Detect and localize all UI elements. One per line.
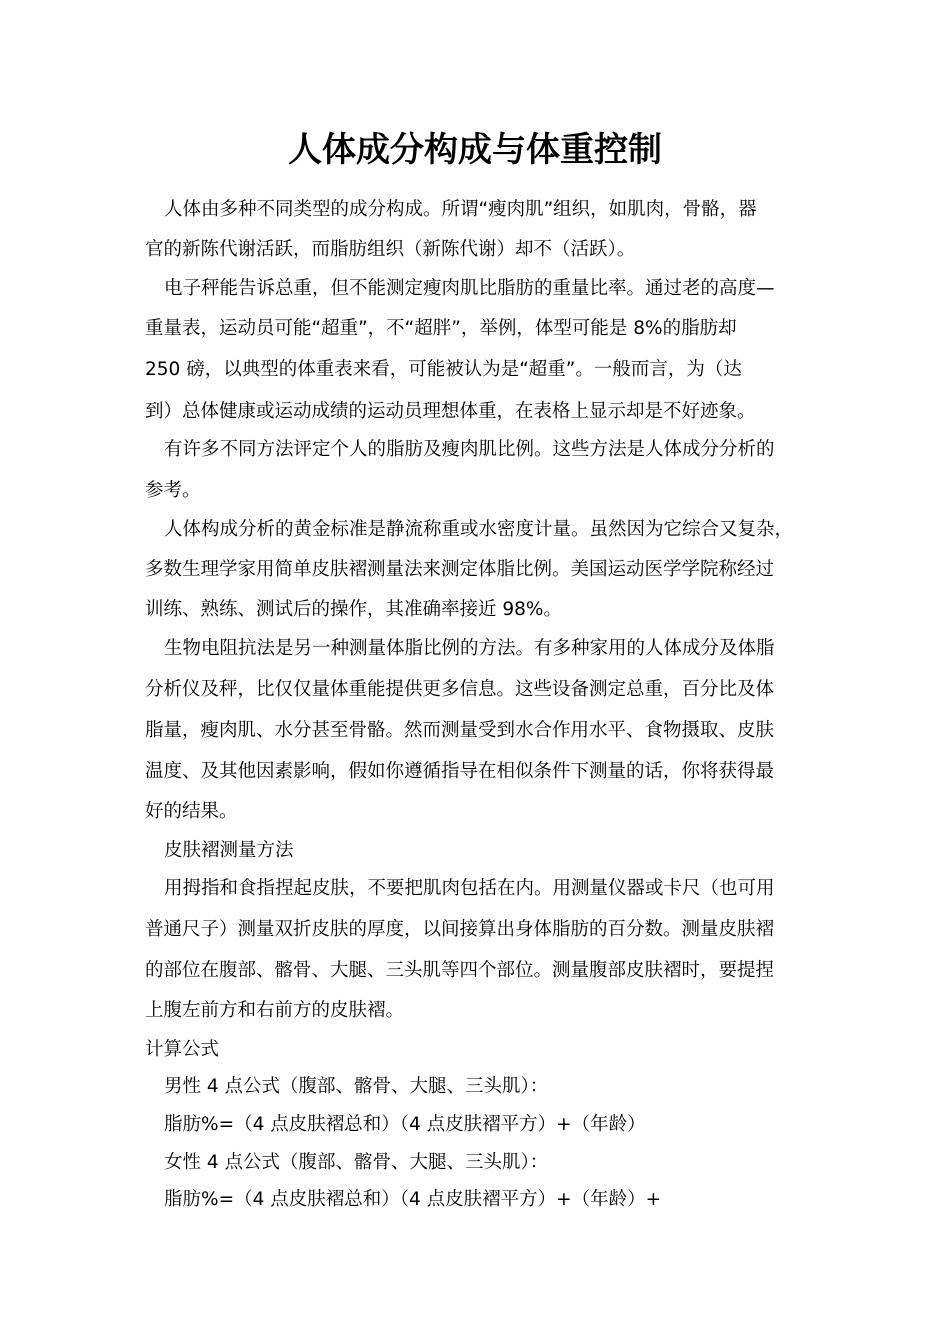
text-line: 多数生理学家用简单皮肤褶测量法来测定体脂比例。美国运动医学学院称经过 <box>145 559 775 580</box>
text-line: 普通尺子）测量双折皮肤的厚度，以间接算出身体脂肪的百分数。测量皮肤褶 <box>145 919 775 940</box>
text-line: 有许多不同方法评定个人的脂肪及瘦肉肌比例。这些方法是人体成分分析的 <box>164 439 775 460</box>
text-line: 官的新陈代谢活跃，而脂肪组织（新陈代谢）却不（活跃）。 <box>145 239 636 260</box>
text-line: 到）总体健康或运动成绩的运动员理想体重，在表格上显示却是不好迹象。 <box>145 401 756 422</box>
formula-line: 女性 4 点公式（腹部、髂骨、大腿、三头肌）： <box>164 1152 549 1173</box>
formula-line: 脂肪%=（4 点皮肤褶总和）（4 点皮肤褶平方）+（年龄） <box>164 1114 646 1135</box>
text-line: 电子秤能告诉总重，但不能测定瘦肉肌比脂肪的重量比率。通过老的高度— <box>164 278 775 299</box>
document-title: 人体成分构成与体重控制 <box>288 130 662 170</box>
section-heading: 计算公式 <box>145 1039 220 1060</box>
text-line: 训练、熟练、测试后的操作，其准确率接近 98%。 <box>145 599 563 620</box>
text-line: 分析仪及秤，比仅仅量体重能提供更多信息。这些设备测定总重，百分比及体 <box>145 679 775 700</box>
text-line: 脂量，瘦肉肌、水分甚至骨骼。然而测量受到水合作用水平、食物摄取、皮肤 <box>145 720 775 741</box>
text-line: 生物电阻抗法是另一种测量体脂比例的方法。有多种家用的人体成分及体脂 <box>164 638 775 659</box>
formula-line: 男性 4 点公式（腹部、髂骨、大腿、三头肌）： <box>164 1076 549 1097</box>
text-line: 用拇指和食指捏起皮肤，不要把肌肉包括在内。用测量仪器或卡尺（也可用 <box>164 878 775 899</box>
text-line: 人体由多种不同类型的成分构成。所谓“瘦肉肌”组织，如肌肉，骨骼，器 <box>164 199 757 220</box>
text-line: 好的结果。 <box>145 801 238 822</box>
text-line: 温度、及其他因素影响，假如你遵循指导在相似条件下测量的话，你将获得最 <box>145 761 775 782</box>
text-line: 250 磅，以典型的体重表来看，可能被认为是“超重”。一般而言，为（达 <box>145 359 742 380</box>
section-heading: 皮肤褶测量方法 <box>164 840 294 861</box>
text-line: 上腹左前方和右前方的皮肤褶。 <box>145 1000 405 1021</box>
formula-line: 脂肪%=（4 点皮肤褶总和）（4 点皮肤褶平方）+（年龄）+ <box>164 1189 662 1210</box>
text-line: 人体构成分析的黄金标准是静流称重或水密度计量。虽然因为它综合又复杂， <box>164 519 794 540</box>
text-line: 重量表，运动员可能“超重”，不“超胖”，举例，体型可能是 8%的脂肪却 <box>145 318 737 339</box>
text-line: 参考。 <box>145 480 201 501</box>
text-line: 的部位在腹部、髂骨、大腿、三头肌等四个部位。测量腹部皮肤褶时，要提捏 <box>145 960 775 981</box>
